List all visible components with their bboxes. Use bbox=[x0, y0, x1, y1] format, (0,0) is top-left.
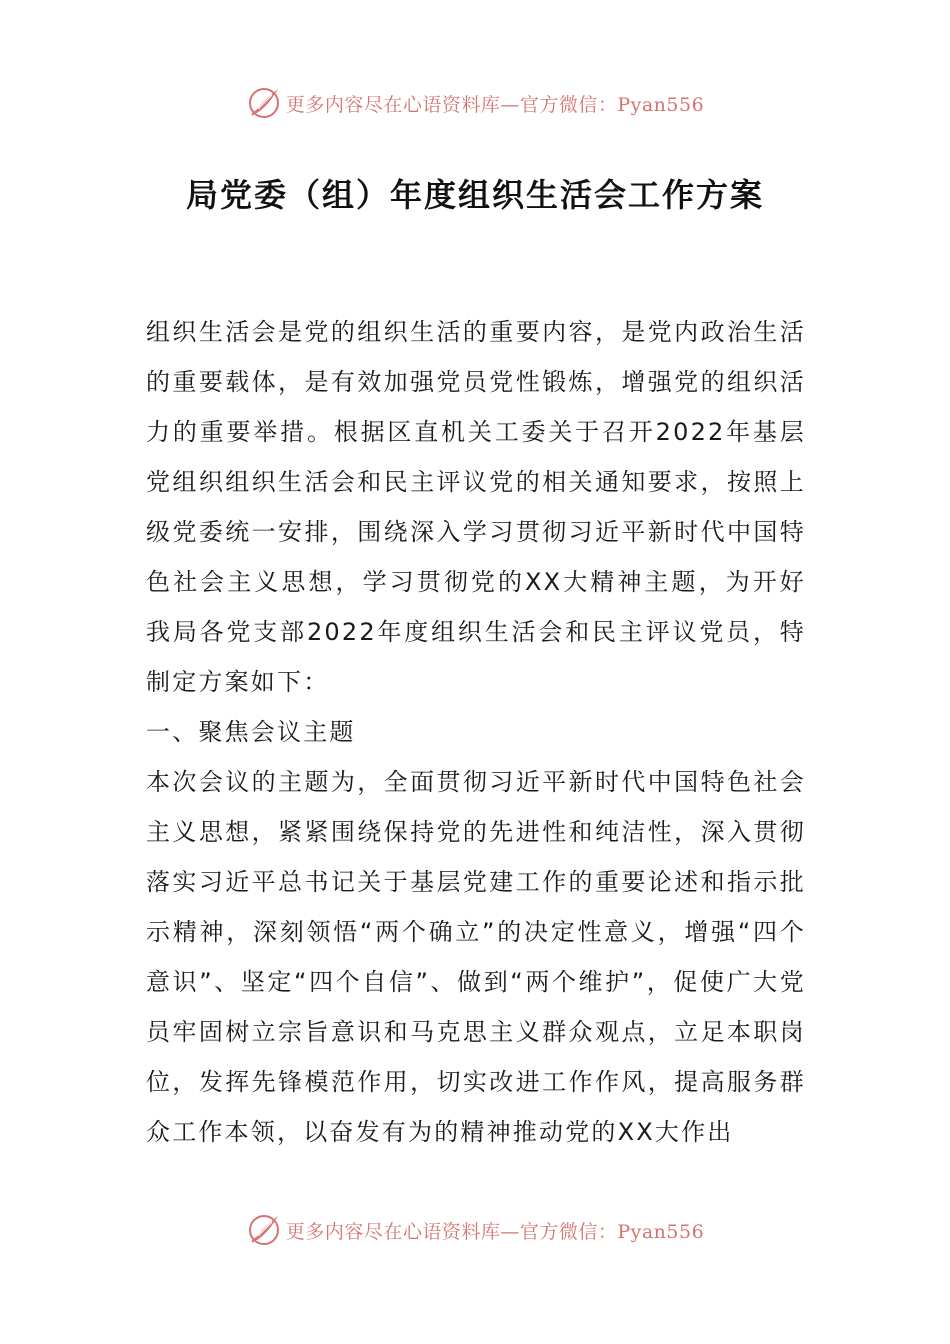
feather-pen-logo-icon bbox=[246, 1212, 282, 1248]
header-watermark bbox=[0, 83, 950, 123]
intro-paragraph: 组织生活会是党的组织生活的重要内容，是党内政治生活的重要载体，是有效加强党员党性锻炼，增强党的组织活力的重要举措。根据区直机关工委关于召开2022年基层党组织组织生活会和民主评议党的相关通知要求，按照上级党委统一安排，围绕深入学习贯彻习近平新时代中国特色社会主义思想，学习贯彻党的XX大精神主题，为开好我局各党支部2022年度组织生活会和民主评议党员，特制定方案如下： bbox=[146, 318, 806, 696]
watermark-text: 更多内容尽在心语资料库—官方微信：Pyan556 bbox=[285, 93, 705, 116]
document-body bbox=[146, 307, 806, 1157]
section-heading: 一、聚焦会议主题 bbox=[146, 718, 356, 746]
feather-pen-logo-icon bbox=[246, 85, 282, 121]
footer-watermark bbox=[0, 1210, 950, 1250]
document-title: 局党委（组）年度组织生活会工作方案 bbox=[185, 176, 764, 214]
watermark-text: 更多内容尽在心语资料库—官方微信：Pyan556 bbox=[285, 1220, 705, 1243]
theme-paragraph: 本次会议的主题为，全面贯彻习近平新时代中国特色社会主义思想，紧紧围绕保持党的先进性和纯洁性，深入贯彻落实习近平总书记关于基层党建工作的重要论述和指示批示精神，深刻领悟“两个确立”的决定性意义，增强“四个意识”、坚定“四个自信”、做到“两个维护”，促使广大党员牢固树立宗旨意识和马克思主义群众观点，立足本职岗位，发挥先锋模范作用，切实改进工作作风，提高服务群众工作本领，以奋发有为的精神推动党的XX大作出 bbox=[146, 768, 806, 1146]
